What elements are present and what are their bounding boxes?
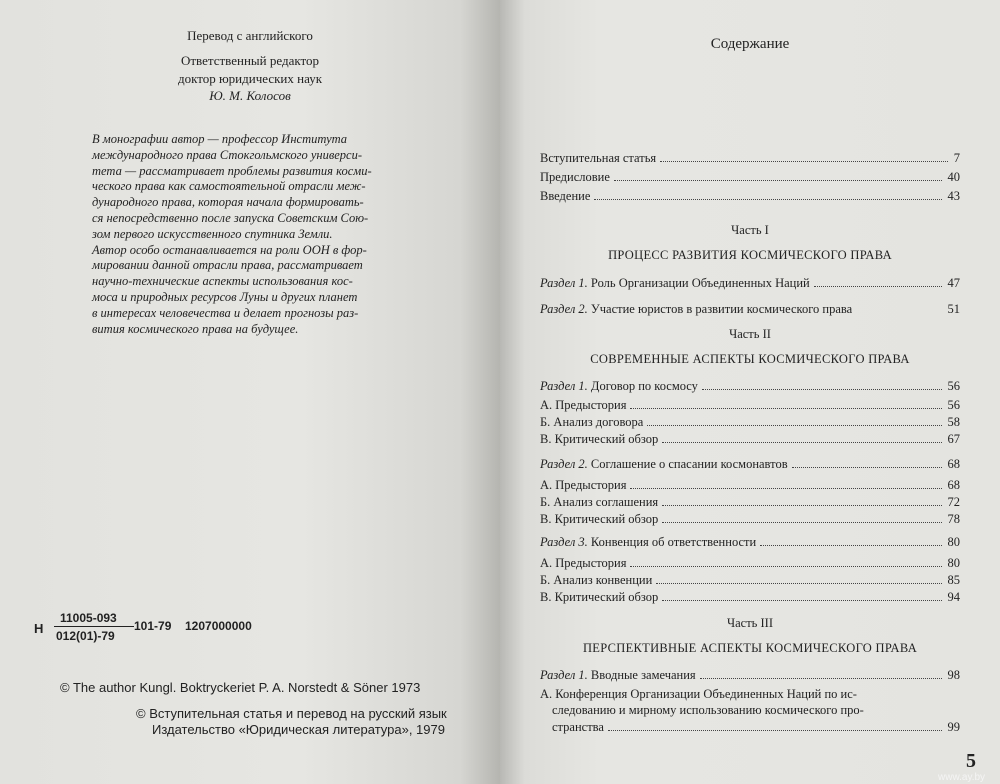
toc-page: 85 <box>947 573 960 587</box>
part-3-label: Часть III <box>727 616 773 630</box>
toc-page: 40 <box>947 170 960 184</box>
toc-title: Содержание <box>710 36 790 52</box>
toc-page: 80 <box>947 535 960 549</box>
toc-entry: А. Предыстория <box>540 556 627 570</box>
toc-row <box>552 719 960 735</box>
toc-entry: Предисловие <box>540 170 610 184</box>
toc-page: 47 <box>947 276 960 290</box>
annotation-line: международного права Стокгольмского универси- <box>92 147 363 162</box>
toc-entry: В. Критический обзор <box>540 590 659 604</box>
section-label: Раздел 3. <box>540 535 588 549</box>
toc-row <box>540 301 960 317</box>
toc-entry: Б. Анализ конвенции <box>540 573 653 587</box>
copyright-author: © The author Kungl. Boktryckeriet P. A. Norstedt & Söner 1973 <box>60 680 421 695</box>
code-numerator: 11005-093 <box>60 611 117 625</box>
toc-page: 43 <box>947 189 960 203</box>
toc-page: 56 <box>947 398 960 412</box>
part-2-title: СОВРЕМЕННЫЕ АСПЕКТЫ КОСМИЧЕСКОГО ПРАВА <box>590 352 910 366</box>
toc-row <box>540 397 960 413</box>
code-denominator: 012(01)-79 <box>56 629 115 643</box>
toc-row <box>540 188 960 204</box>
annotation-line: Автор особо останавливается на роли ООН в фор- <box>92 242 367 257</box>
toc-row <box>540 378 960 394</box>
annotation-line: ческого права как самостоятельной отрасли меж- <box>92 179 366 194</box>
annotation <box>92 132 382 337</box>
toc-entry: Б. Анализ соглашения <box>540 495 659 509</box>
toc-page: 58 <box>947 415 960 429</box>
toc-row <box>540 589 960 605</box>
toc-entry: А. Предыстория <box>540 398 627 412</box>
editor-name: Ю. М. Колосов <box>209 88 291 103</box>
toc-row <box>540 534 960 550</box>
toc-page: 99 <box>947 720 960 734</box>
toc-page: 68 <box>947 478 960 492</box>
toc-page: 67 <box>947 432 960 446</box>
section-label: Раздел 2. <box>540 457 588 471</box>
translation-note: Перевод с английского <box>187 28 313 43</box>
toc-entry: Б. Анализ договора <box>540 415 644 429</box>
toc-entry: Договор по космосу <box>590 379 698 393</box>
toc-entry: В. Критический обзор <box>540 512 659 526</box>
section-label: Раздел 2. <box>540 302 588 316</box>
annotation-line: ся непосредственно после запуска Советским Сою- <box>92 210 369 225</box>
toc-row <box>540 169 960 185</box>
code-series: 101-79 <box>134 619 172 633</box>
toc-entry: Вступительная статья <box>540 151 657 165</box>
toc-row <box>540 150 960 166</box>
part-1-title: ПРОЦЕСС РАЗВИТИЯ КОСМИЧЕСКОГО ПРАВА <box>608 248 892 262</box>
toc-row <box>540 667 960 683</box>
toc-entry: Роль Организации Объединенных Наций <box>590 276 810 290</box>
section-label: Раздел 1. <box>540 276 588 290</box>
toc-page: 72 <box>947 495 960 509</box>
toc-entry: Конвенция об ответственности <box>590 535 757 549</box>
section-label: Раздел 1. <box>540 668 588 682</box>
annotation-line: зом первого искусственного спутника Земли. <box>92 226 333 241</box>
watermark: www.ay.by <box>938 772 986 783</box>
annotation-line: вития космического права на будущее. <box>92 321 299 336</box>
toc-row <box>540 275 960 291</box>
right-page <box>500 0 1000 784</box>
toc-row <box>540 572 960 588</box>
page-number: 5 <box>966 750 976 772</box>
toc-row <box>540 555 960 571</box>
annotation-line: тета — рассматривает проблемы развития косми- <box>92 163 372 178</box>
toc-page: 56 <box>947 379 960 393</box>
toc-entry: А. Конференция Организации Объединенных Наций по ис- <box>540 687 857 701</box>
toc-entry: Вводные замечания <box>590 668 696 682</box>
annotation-line: моса и природных ресурсов Луны и других планет <box>92 289 358 304</box>
part-1-label: Часть I <box>731 223 769 237</box>
annotation-line: в интересах человечества и делает прогнозы раз- <box>92 305 359 320</box>
annotation-line: дународного права, которая начала формировать- <box>92 195 364 210</box>
code-letter: Н <box>34 621 44 636</box>
toc-page: 7 <box>953 151 960 165</box>
toc-page: 98 <box>947 668 960 682</box>
annotation-line: мировании данной отрасли права, рассматривает <box>92 258 363 273</box>
toc-row <box>540 456 960 472</box>
toc-entry: странства <box>552 720 604 734</box>
toc-row <box>540 477 960 493</box>
toc-row <box>540 511 960 527</box>
toc-page: 51 <box>947 302 960 316</box>
toc-row <box>540 431 960 447</box>
code-fraction-line <box>54 626 134 627</box>
toc-row <box>540 414 960 430</box>
toc-entry: Введение <box>540 189 591 203</box>
toc-page: 78 <box>947 512 960 526</box>
section-label: Раздел 1. <box>540 379 588 393</box>
toc-entry: следованию и мирному использованию космического про- <box>552 703 864 717</box>
part-2-label: Часть II <box>729 327 771 341</box>
toc-row <box>540 494 960 510</box>
toc-page: 80 <box>947 556 960 570</box>
part-3-title: ПЕРСПЕКТИВНЫЕ АСПЕКТЫ КОСМИЧЕСКОГО ПРАВА <box>582 641 918 655</box>
copyright-translation-line1: © Вступительная статья и перевод на русский язык <box>136 706 447 721</box>
editor-degree: доктор юридических наук <box>177 71 323 86</box>
toc-entry: А. Предыстория <box>540 478 627 492</box>
toc-entry: Соглашение о спасании космонавтов <box>590 457 788 471</box>
code-index: 1207000000 <box>185 619 252 633</box>
toc-page: 94 <box>947 590 960 604</box>
toc-page: 68 <box>947 457 960 471</box>
copyright-translation-line2: Издательство «Юридическая литература», 1979 <box>152 722 445 737</box>
annotation-line: научно-технические аспекты использования кос- <box>92 274 353 289</box>
annotation-line: В монографии автор — профессор Института <box>92 132 348 146</box>
editor-role: Ответственный редактор <box>180 53 320 68</box>
toc-entry: В. Критический обзор <box>540 432 659 446</box>
toc-entry: Участие юристов в развитии космического права <box>590 302 853 316</box>
